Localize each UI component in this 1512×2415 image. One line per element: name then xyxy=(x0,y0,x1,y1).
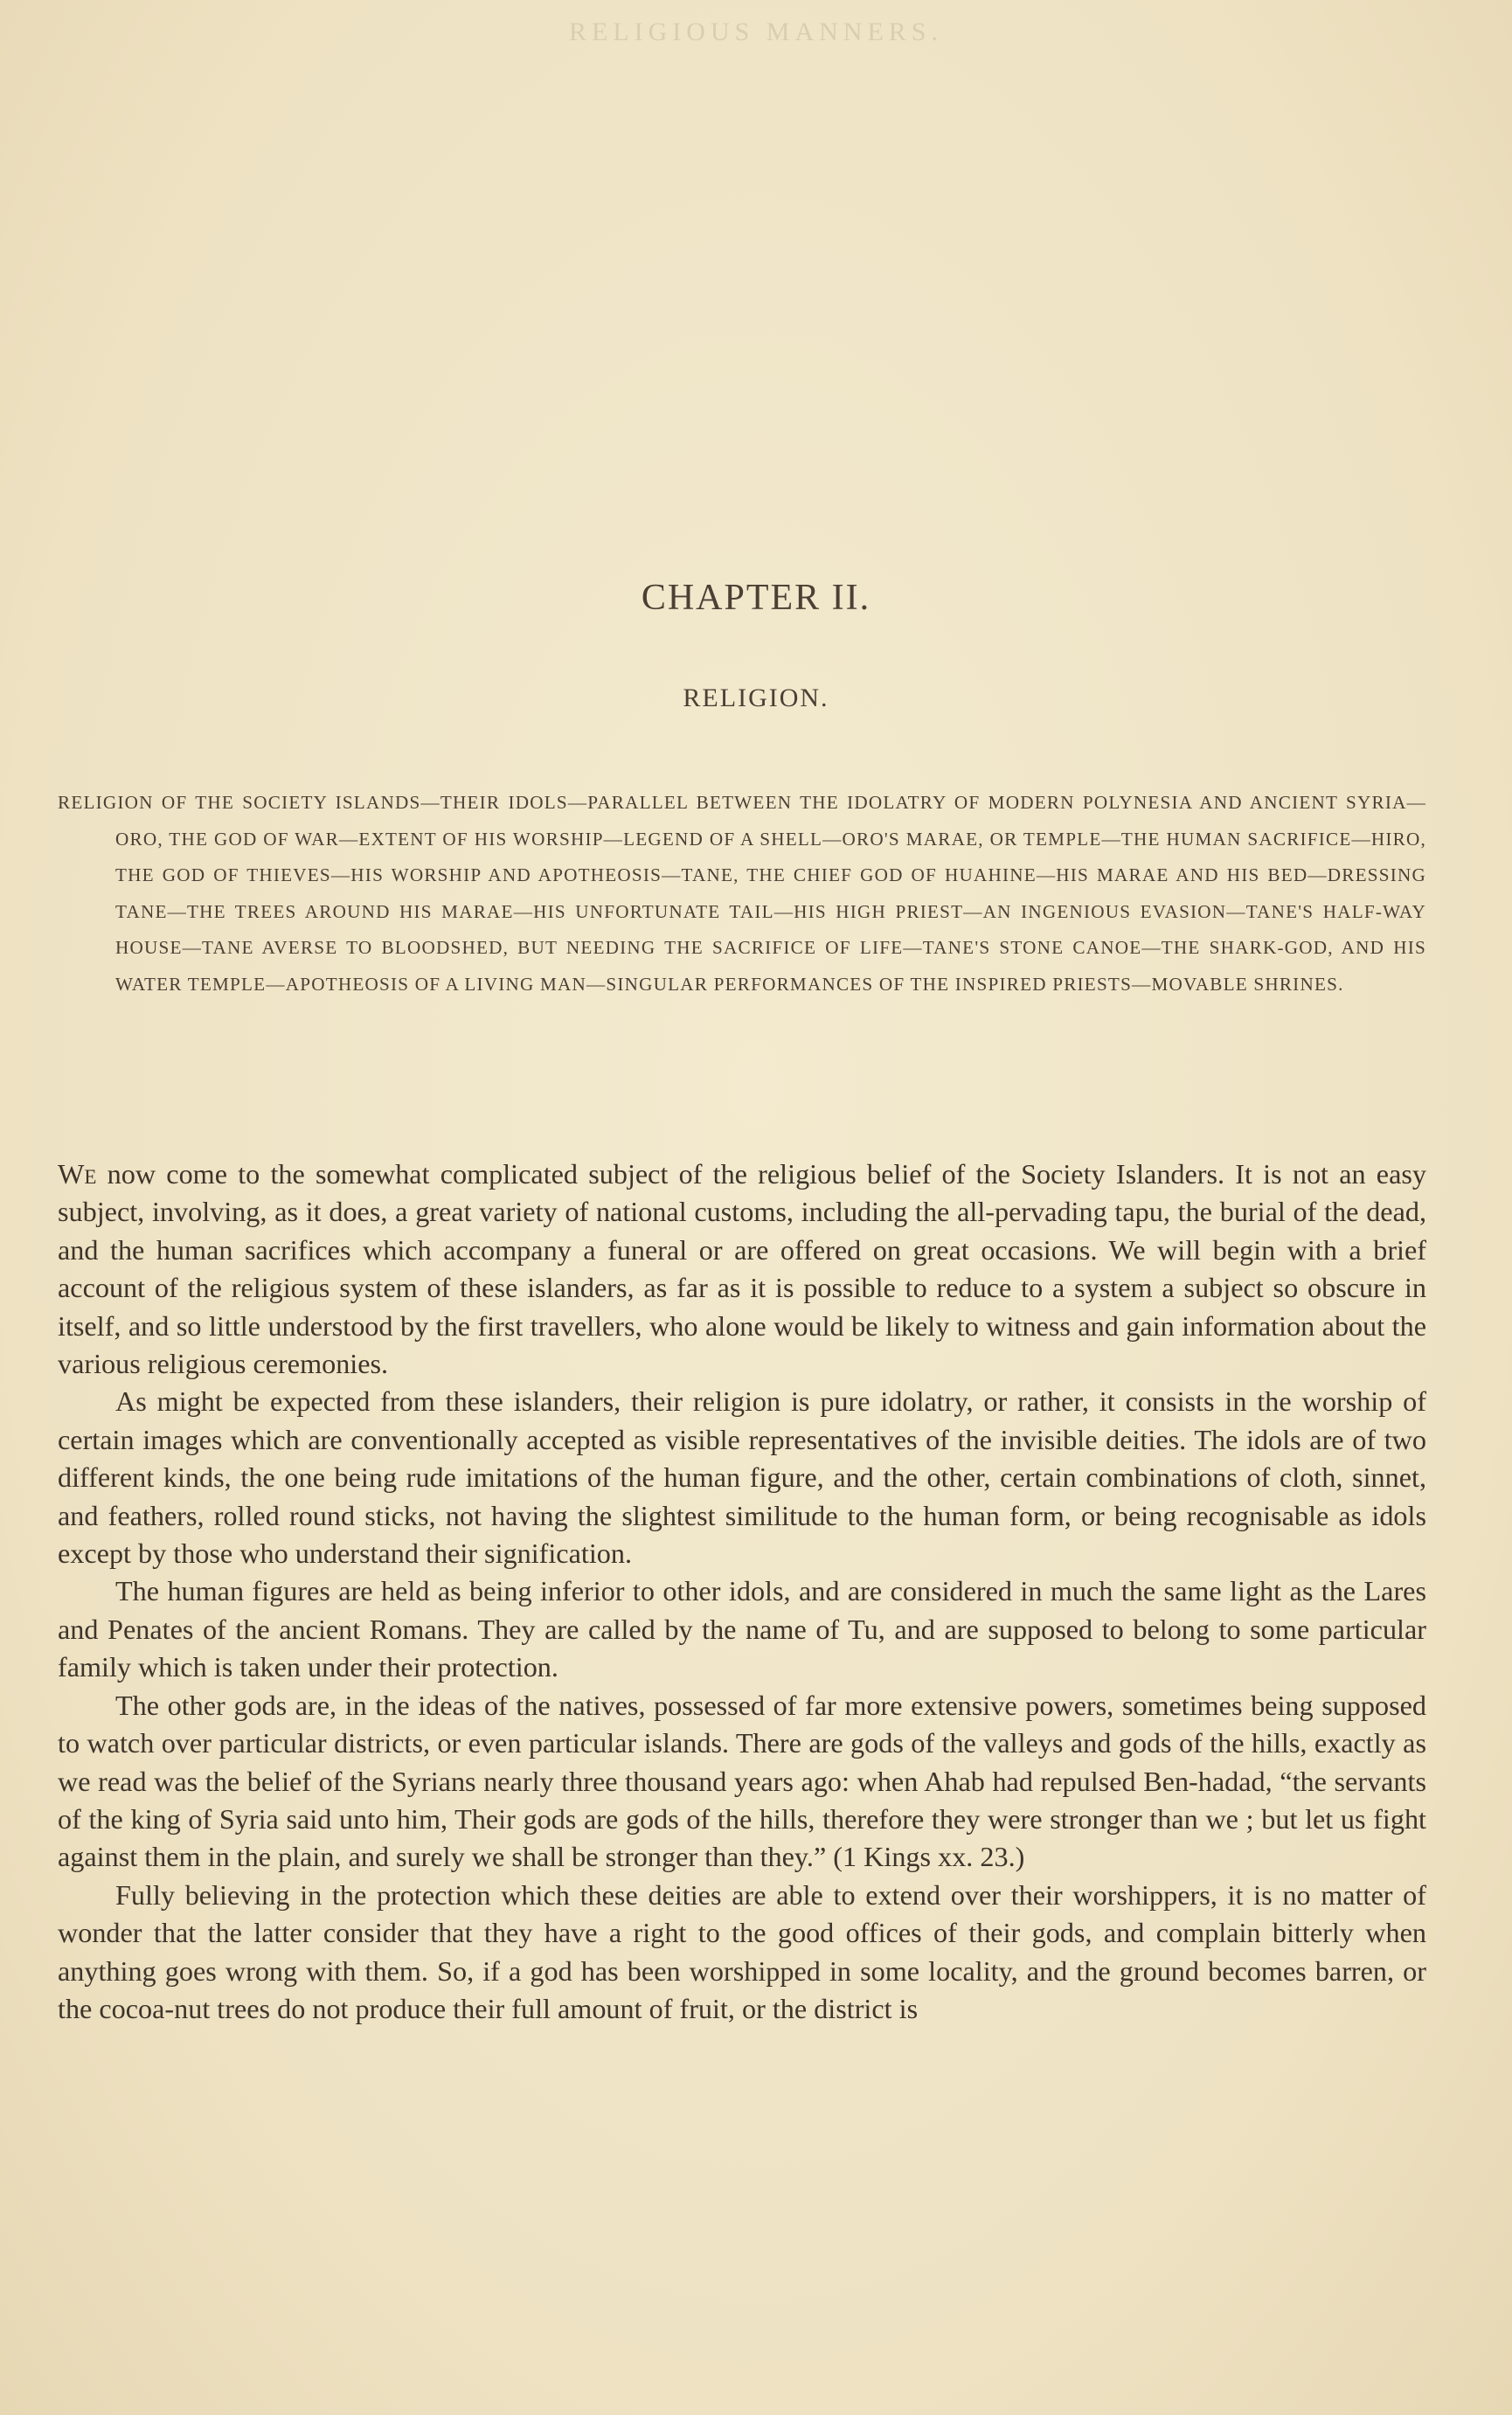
running-head: RELIGIOUS MANNERS. xyxy=(568,17,943,46)
body-text xyxy=(58,1155,1426,2028)
paragraph-4: The other gods are, in the ideas of the natives, possessed of far more extensive powers, sometimes being supposed to watch over particular districts, or even particular islands. There are gods of the valleys and gods of the hills, exactly as we read was the belief of the Syrians nearly three thousand years ago: when Ahab had repulsed Ben-hadad, “the servants of the king of Syria said unto him, Their gods are gods of the hills, therefore they were stronger than we ; but let us fight against them in the plain, and surely we shall be stronger than they.” (1 Kings xx. 23.) xyxy=(58,1689,1426,1873)
chapter-subtitle: RELIGION. xyxy=(683,684,829,712)
paragraph-5: Fully believing in the protection which these deities are able to extend over their worshippers, it is no matter of wonder that the latter consider that they have a right to the good offices of their gods, and complain bitterly when anything goes wrong with them. So, if a god has been worshipped in some locality, and the ground becomes barren, or the cocoa-nut trees do not produce their full amount of fruit, or the district is xyxy=(58,1878,1426,2024)
paragraph-1-text: now come to the somewhat complicated subject of the religious belief of the Society Islanders. It is not an easy subject, involving, as it does, a great variety of national customs, including the all-pervading tapu, the burial of the dead, and the human sacrifices which accompany a funeral or are offered on great occasions. We will begin with a brief account of the religious system of these islanders, as far as it is possible to reduce to a system a subject so obscure in itself, and so little understood by the first travellers, who alone would be likely to witness and gain information about the various religious ceremonies. xyxy=(58,1158,1426,1380)
paragraph-3: The human figures are held as being inferior to other idols, and are considered in much the same light as the Lares and Penates of the ancient Romans. They are called by the name of Tu, and are supposed to belong to some particular family which is taken under their protection. xyxy=(58,1575,1426,1683)
paragraph-lead-word: We xyxy=(58,1158,97,1190)
chapter-synopsis: RELIGION OF THE SOCIETY ISLANDS—THEIR IDOLS—PARALLEL BETWEEN THE IDOLATRY OF MODERN POLYNESIA AND ANCIENT SYRIA—ORO, THE GOD OF WAR—EXTENT OF HIS WORSHIP—LEGEND OF A SHELL—ORO'S MARAE, OR TEMPLE—THE HUMAN SACRIFICE—HIRO, THE GOD OF THIEVES—HIS WORSHIP AND APOTHEOSIS—TANE, THE CHIEF GOD OF HUAHINE—HIS MARAE AND HIS BED—DRESSING TANE—THE TREES AROUND HIS MARAE—HIS UNFORTUNATE TAIL—HIS HIGH PRIEST—AN INGENIOUS EVASION—TANE'S HALF-WAY HOUSE—TANE AVERSE TO BLOODSHED, BUT NEEDING THE SACRIFICE OF LIFE—TANE'S STONE CANOE—THE SHARK-GOD, AND HIS WATER TEMPLE—APOTHEOSIS OF A LIVING MAN—SINGULAR PERFORMANCES OF THE INSPIRED PRIESTS—MOVABLE SHRINES. xyxy=(58,792,1426,995)
paragraph-2: As might be expected from these islanders, their religion is pure idolatry, or rather, it consists in the worship of certain images which are conventionally accepted as visible representatives of the invisible deities. The idols are of two different kinds, the one being rude imitations of the human figure, and the other, certain combinations of cloth, sinnet, and feathers, rolled round sticks, not having the slightest similitude to the human form, or being recognisable as idols except by those who understand their signification. xyxy=(58,1385,1426,1570)
paragraph-1 xyxy=(58,1155,1426,1383)
chapter-title: CHAPTER II. xyxy=(641,578,871,618)
